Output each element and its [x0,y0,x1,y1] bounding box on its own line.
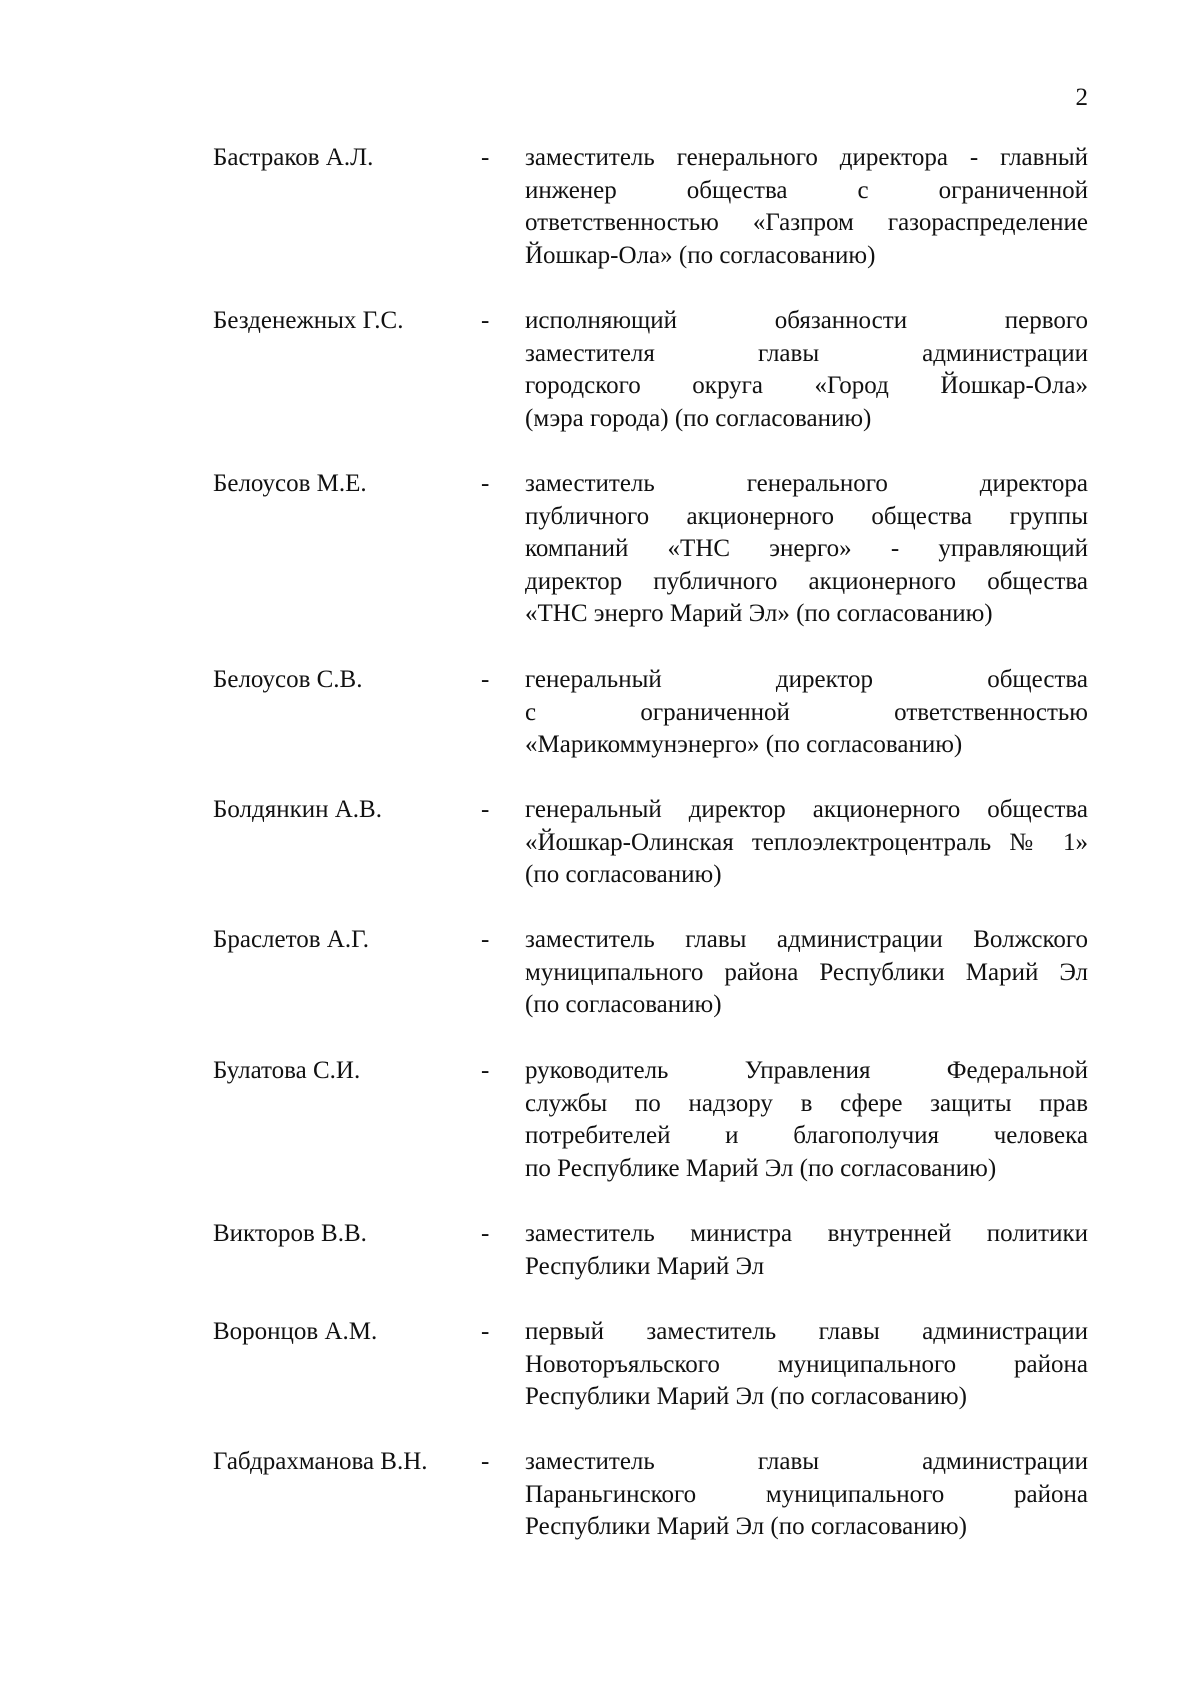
position-line: Республики Марий Эл (по согласованию) [525,1383,967,1410]
position-line: публичного акционерного общества группы [525,502,1088,530]
position-line: заместитель генерального директора [525,470,1088,497]
member-name: Викторов В.В. [213,1220,367,1247]
dash-separator: - [481,1448,490,1475]
member-position [525,924,1088,1022]
dash-separator: - [481,307,490,334]
member-name: Безденежных Г.С. [213,307,404,334]
position-line: по Республике Марий Эл (по согласованию) [525,1154,997,1182]
member-name: Бастраков А.Л. [213,144,374,171]
dash-separator: - [481,1318,490,1345]
position-line: заместитель министра внутренней политики [525,1220,1088,1247]
position-line: (по согласованию) [525,991,722,1018]
page-number: 2 [1075,84,1088,111]
position-line: муниципального района Республики Марий Эл [525,958,1088,986]
position-line: (мэра города) (по согласованию) [525,404,872,432]
dash-separator: - [481,796,490,823]
dash-separator: - [481,1057,490,1084]
member-position [525,1446,1088,1544]
member-position [525,468,1088,631]
position-line: службы по надзору в сфере защиты прав [525,1089,1088,1117]
position-line: заместитель главы администрации [525,1448,1088,1475]
member-position [525,1055,1088,1185]
dash-separator: - [481,666,490,693]
position-line: генеральный директор акционерного общества [525,796,1088,823]
position-line: «Йошкар-Олинская теплоэлектроцентраль № 1» [525,828,1088,856]
position-line: Параньгинского муниципального района [525,1480,1088,1508]
member-name: Белоусов М.Е. [213,470,367,497]
position-line: заместитель главы администрации Волжского [525,926,1088,953]
position-line: с ограниченной ответственностью [525,698,1088,726]
position-line: Новоторъяльского муниципального района [525,1350,1088,1378]
member-name: Булатова С.И. [213,1057,361,1084]
position-line: городского округа «Город Йошкар-Ола» [525,372,1088,399]
member-name: Белоусов С.В. [213,666,363,693]
member-position [525,305,1088,435]
member-position [525,1218,1088,1283]
position-line: заместитель генерального директора - главный [525,144,1088,171]
dash-separator: - [481,470,490,497]
member-position [525,664,1088,762]
position-line: компаний «ТНС энерго» - управляющий [525,535,1088,562]
position-line: инженер общества с ограниченной [525,176,1088,204]
member-name: Габдрахманова В.Н. [213,1448,428,1475]
member-position [525,1316,1088,1414]
dash-separator: - [481,144,490,171]
member-name: Болдянкин А.В. [213,796,382,823]
position-line: Йошкар-Ола» (по согласованию) [525,241,876,269]
position-line: исполняющий обязанности первого [525,307,1088,334]
position-line: ответственностью «Газпром газораспределение [525,209,1088,236]
position-line: «Марикоммунэнерго» (по согласованию) [525,731,963,758]
position-line: Республики Марий Эл [525,1252,765,1280]
position-line: потребителей и благополучия человека [525,1122,1088,1149]
member-position [525,794,1088,892]
position-line: руководитель Управления Федеральной [525,1057,1088,1084]
position-line: директор публичного акционерного общества [525,567,1088,595]
position-line: (по согласованию) [525,861,722,888]
dash-separator: - [481,1220,490,1247]
position-line: заместителя главы администрации [525,339,1088,367]
member-name: Браслетов А.Г. [213,926,369,953]
position-line: Республики Марий Эл (по согласованию) [525,1513,967,1540]
position-line: «ТНС энерго Марий Эл» (по согласованию) [525,600,993,627]
dash-separator: - [481,926,490,953]
position-line: первый заместитель главы администрации [525,1318,1088,1345]
position-line: генеральный директор общества [525,666,1088,693]
member-position [525,142,1088,272]
member-name: Воронцов А.М. [213,1318,378,1345]
